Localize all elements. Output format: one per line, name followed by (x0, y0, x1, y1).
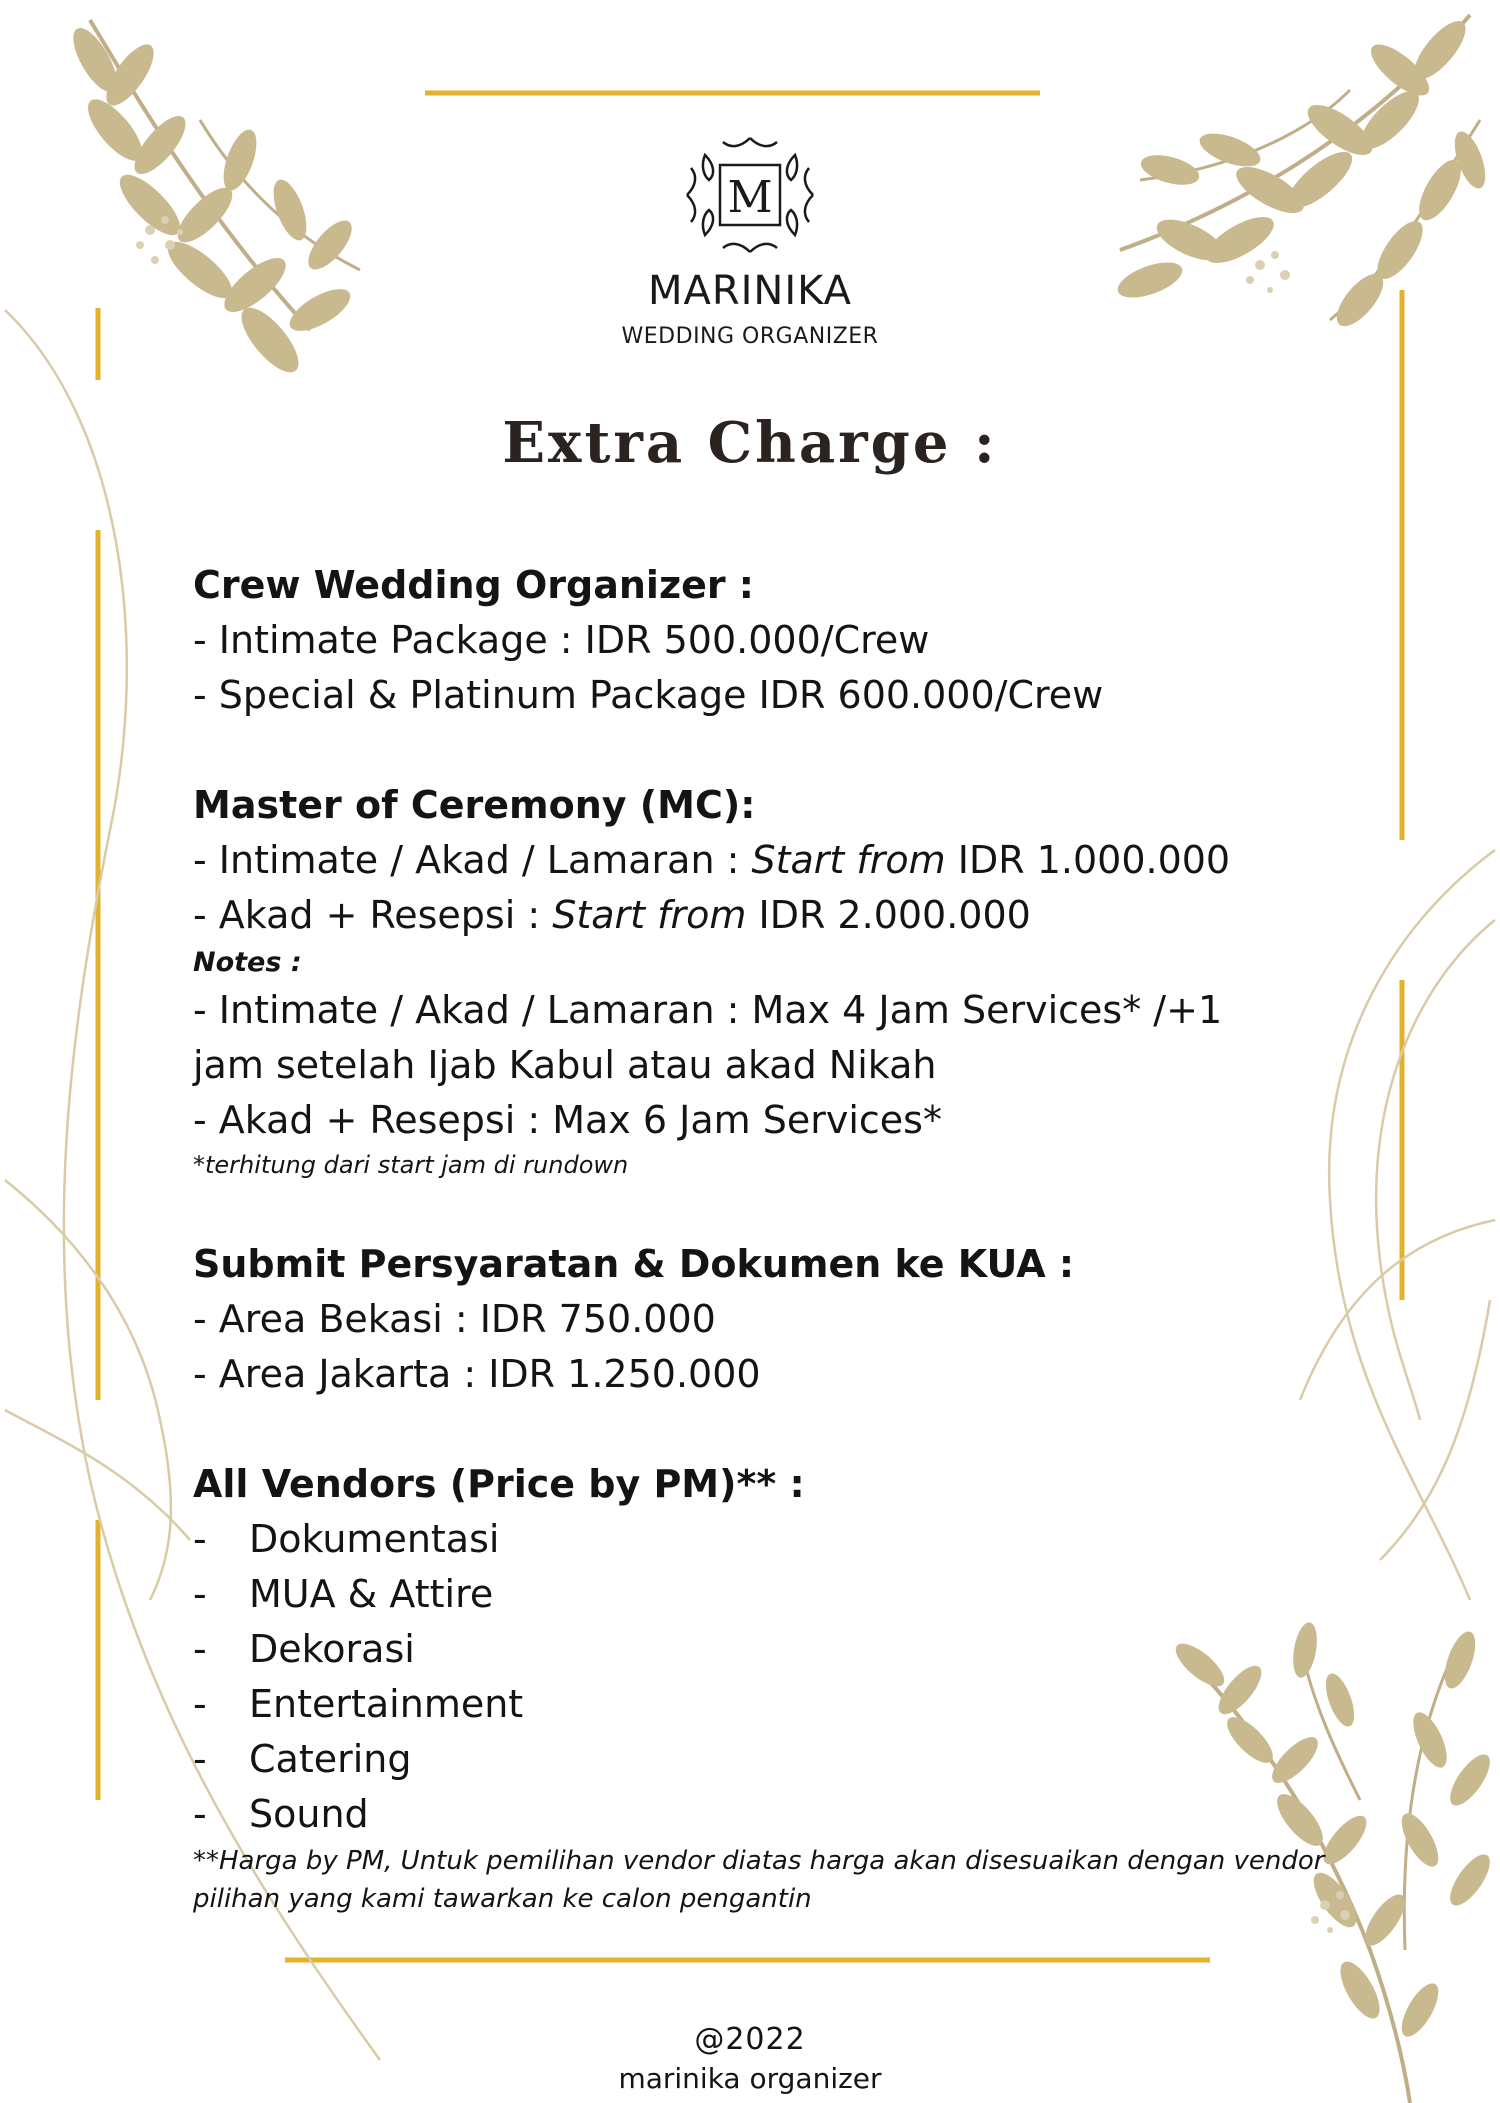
logo (600, 130, 900, 260)
mc-heading: Master of Ceremony (MC): (193, 783, 756, 827)
vendor-item: - MUA & Attire (193, 1572, 494, 1616)
svg-text:M: M (727, 172, 773, 223)
vendor-item: - Entertainment (193, 1682, 524, 1726)
footer-year: @2022 (694, 2022, 806, 2057)
brand-name: MARINIKA (647, 268, 853, 314)
vendor-item: - Sound (193, 1792, 369, 1836)
vendor-item: - Dokumentasi (193, 1517, 500, 1561)
crew-item: - Intimate Package : IDR 500.000/Crew (193, 618, 930, 662)
vendors-heading: All Vendors (Price by PM)** : (193, 1462, 805, 1506)
monogram-emblem-icon (675, 130, 825, 260)
vendors-footnote: **Harga by PM, Untuk pemilihan vendor diatas harga akan disesuaikan dengan vendor pilihan yang kami tawarkan ke calon pengantin (193, 1846, 1325, 1914)
spacer (193, 723, 1343, 778)
leaf-branch-top-left (65, 20, 360, 381)
notes-label: Notes : (193, 947, 302, 978)
mc-small-note: *terhitung dari start jam di rundown (193, 1151, 629, 1179)
spacer (193, 1182, 1343, 1237)
footer-name: marinika organizer (618, 2062, 882, 2095)
kua-item: - Area Jakarta : IDR 1.250.000 (193, 1352, 761, 1396)
mc-item: - Intimate / Akad / Lamaran : Start from IDR 1.000.000 (193, 838, 1231, 882)
mc-note: - Intimate / Akad / Lamaran : Max 4 Jam Services* /+1 (193, 988, 1223, 1032)
page-title: Extra Charge : (502, 410, 998, 476)
vendor-item: - Dekorasi (193, 1627, 415, 1671)
leaf-branch-top-right (1113, 13, 1491, 333)
content (193, 558, 1343, 1918)
crew-item: - Special & Platinum Package IDR 600.000/Crew (193, 673, 1104, 717)
mc-note: - Akad + Resepsi : Max 6 Jam Services* (193, 1098, 942, 1142)
kua-heading: Submit Persyaratan & Dokumen ke KUA : (193, 1242, 1075, 1286)
brand-subtitle: WEDDING ORGANIZER (621, 324, 879, 349)
crew-heading: Crew Wedding Organizer : (193, 563, 755, 607)
mc-note: jam setelah Ijab Kabul atau akad Nikah (193, 1043, 937, 1087)
mc-item: - Akad + Resepsi : Start from IDR 2.000.000 (193, 893, 1031, 937)
vendor-item: - Catering (193, 1737, 412, 1781)
kua-item: - Area Bekasi : IDR 750.000 (193, 1297, 716, 1341)
spacer (193, 1402, 1343, 1457)
